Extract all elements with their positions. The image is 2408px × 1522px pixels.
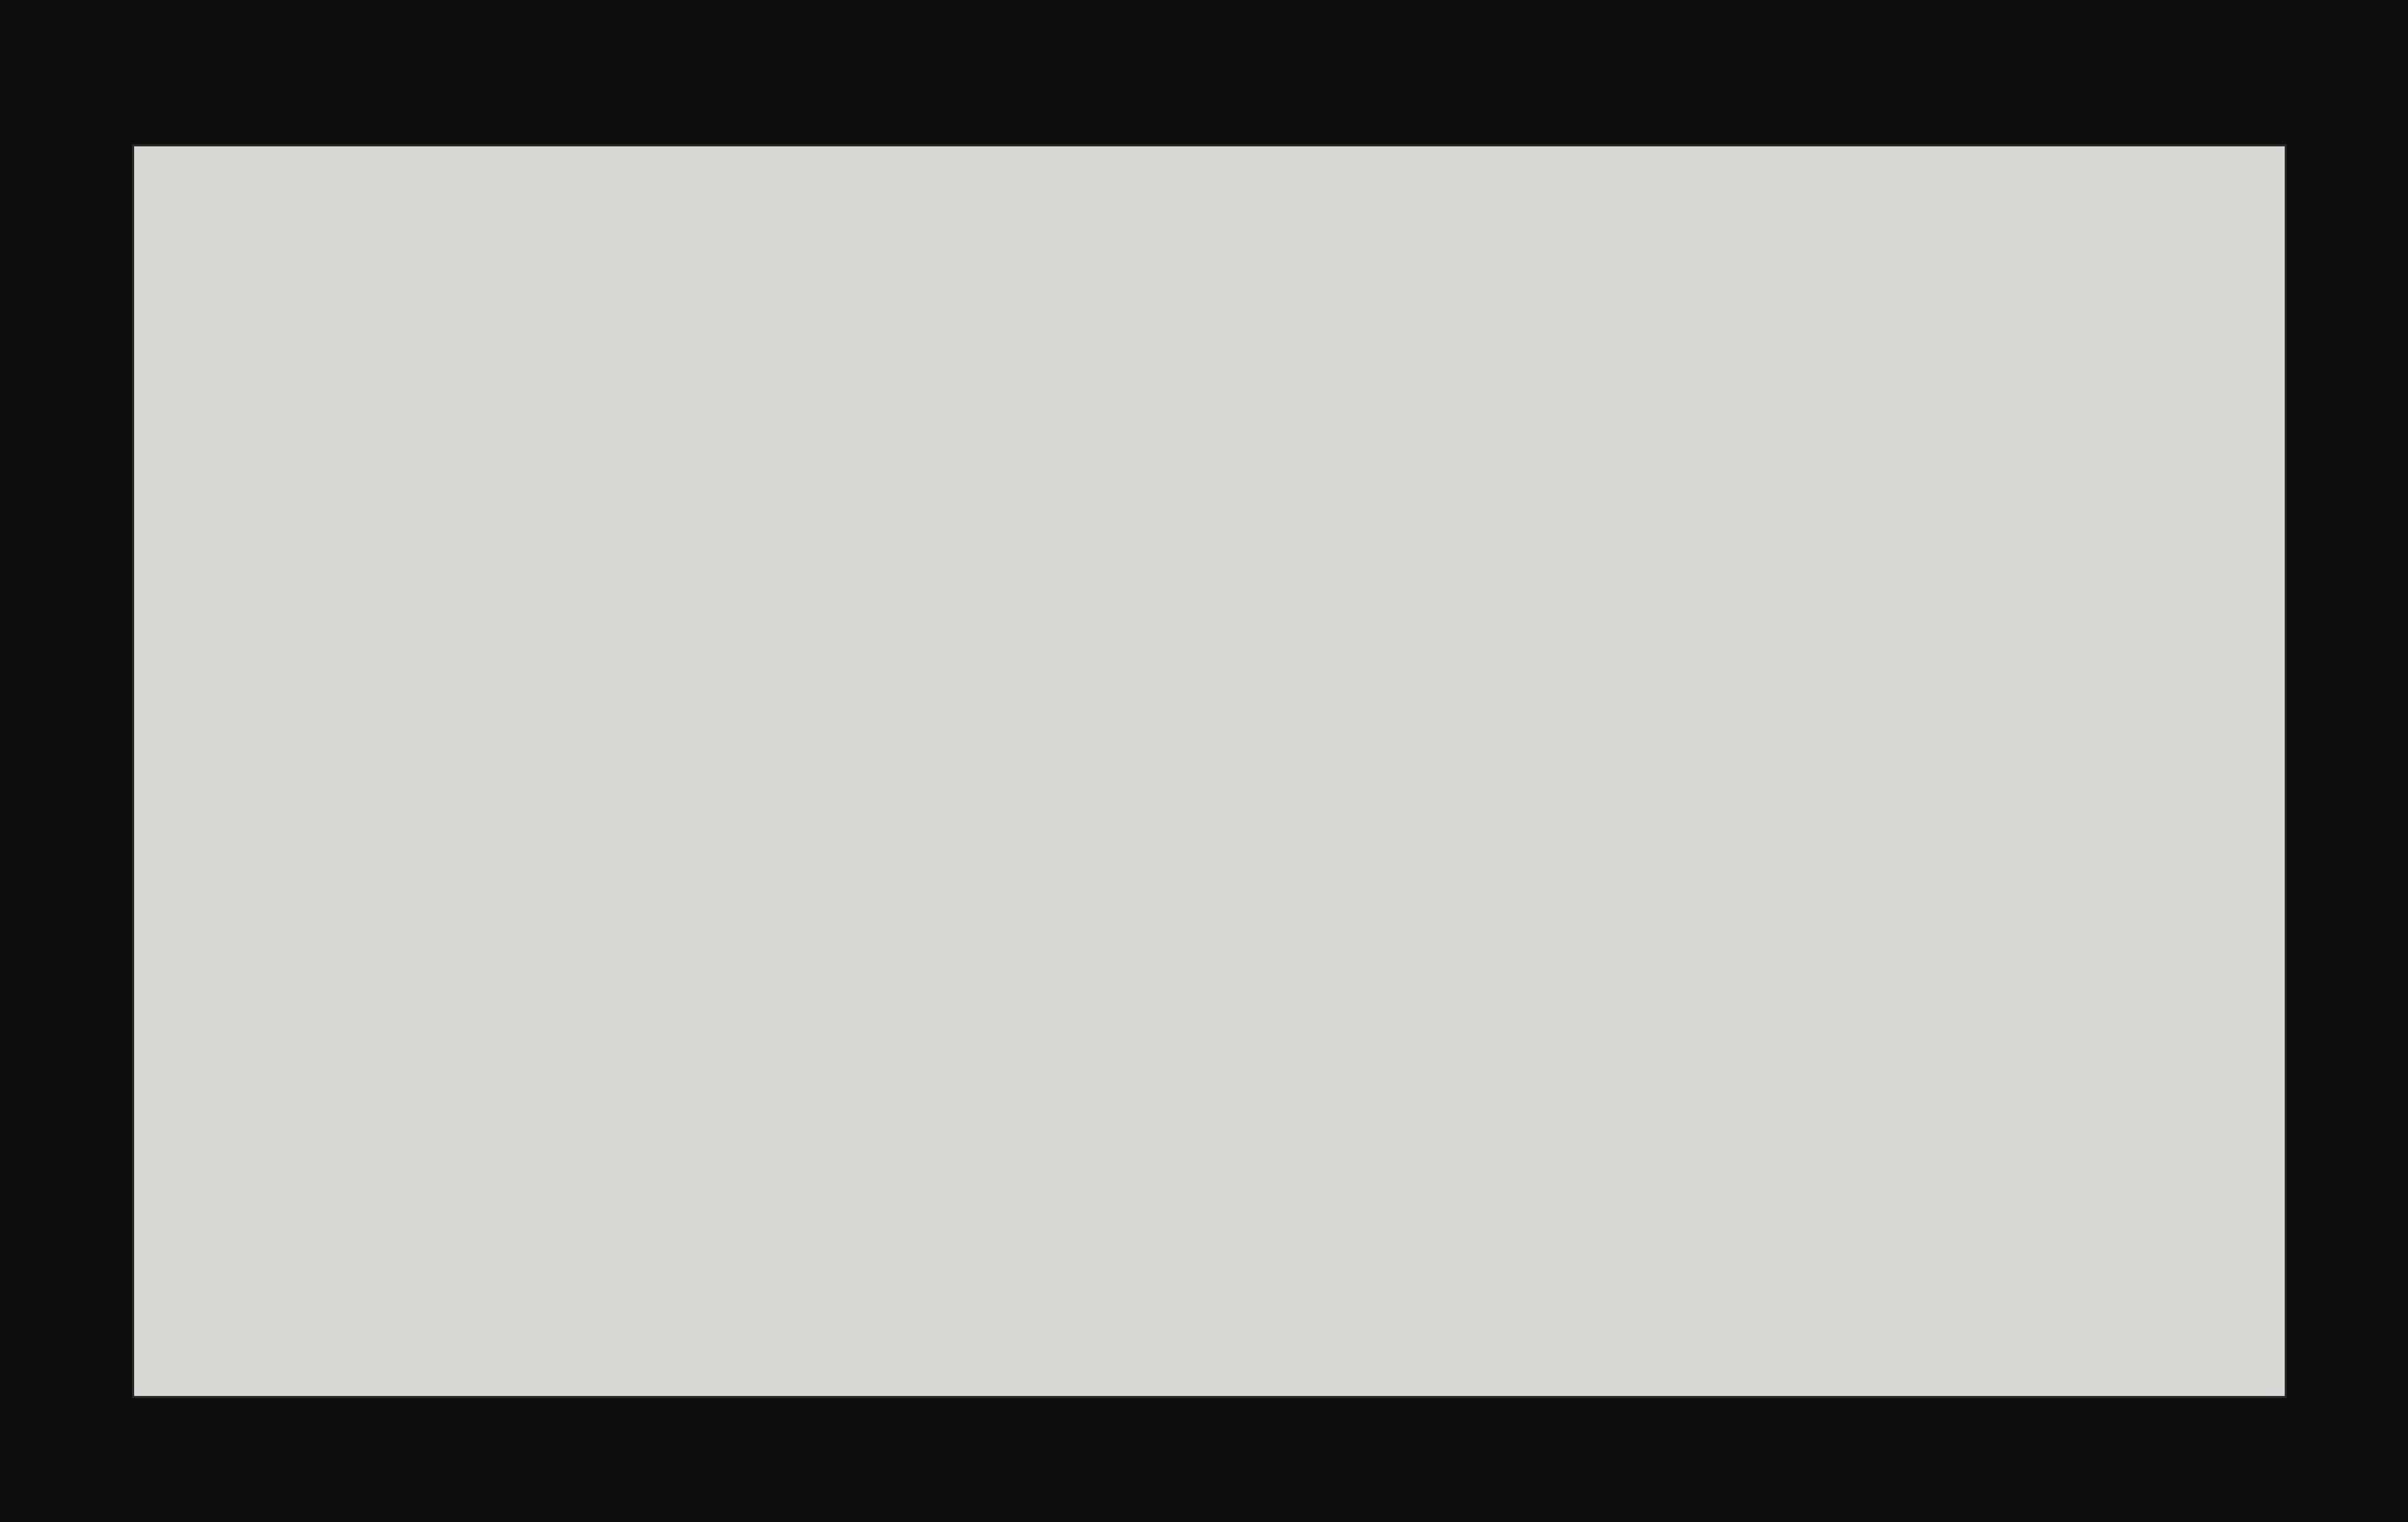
lease-table — [134, 946, 2287, 1398]
crops-table — [134, 146, 2287, 482]
census-card — [132, 144, 2287, 1398]
